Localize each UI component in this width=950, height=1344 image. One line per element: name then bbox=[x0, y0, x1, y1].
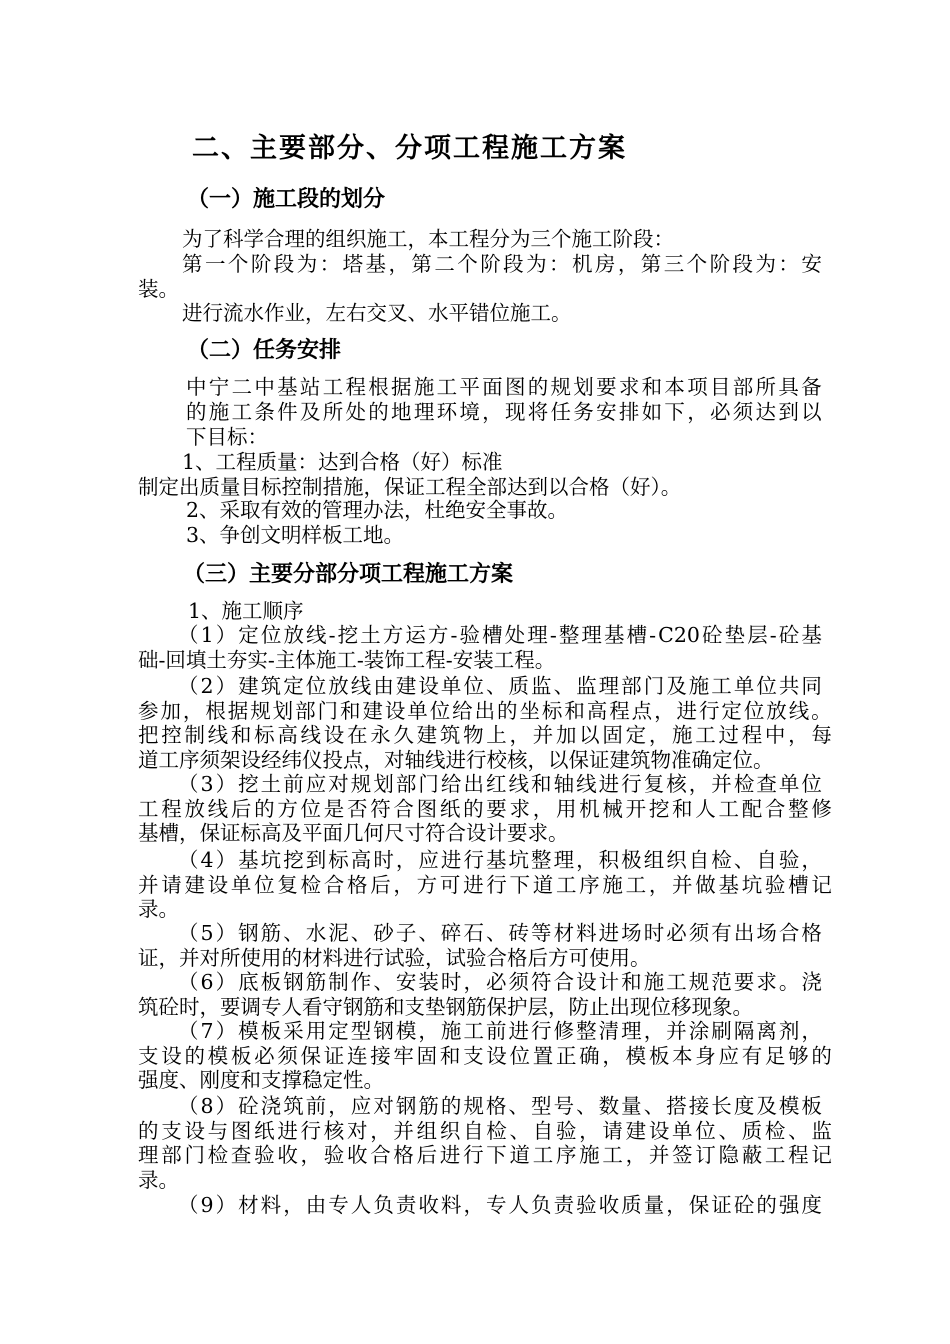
page-title: 二、主要部分、分项工程施工方案 bbox=[192, 133, 627, 164]
paragraph-line: 道工序须架设经纬仪投点，对轴线进行校核，以保证建筑物准确定位。 bbox=[138, 748, 774, 772]
paragraph-line: （ 6 ） 底 板 钢 筋 制 作 、 安 装 时 ， 必 须 符 合 设 计 和 施 工 规 范 要 求 。 浇 bbox=[178, 970, 822, 994]
paragraph-line: 中 宁 二 中 基 站 工 程 根 据 施 工 平 面 图 的 规 划 要 求 和 本 项 目 部 所 具 备 bbox=[186, 375, 822, 399]
paragraph-line: （ 5 ） 钢 筋 、 水 泥 、 砂 子 、 碎 石 、 砖 等 材 料 进 场 时 必 须 有 出 场 合 格 bbox=[178, 921, 822, 945]
paragraph-line: 的 支 设 与 图 纸 进 行 核 对 ， 并 组 织 自 检 、 自 验 ， 请 建 设 单 位 、 质 检 、 监 bbox=[138, 1119, 832, 1143]
paragraph-line: （ 4 ） 基 坑 挖 到 标 高 时 ， 应 进 行 基 坑 整 理 ， 积 极 组 织 自 检 、 自 验 ， bbox=[178, 848, 822, 872]
paragraph-line: 的 施 工 条 件 及 所 处 的 地 理 环 境 ， 现 将 任 务 安 排 如 下 ， 必 须 达 到 以 bbox=[186, 400, 822, 424]
paragraph-line: 为了科学合理的组织施工，本工程分为三个施工阶段： bbox=[182, 227, 674, 251]
paragraph-line: （ 8 ） 砼 浇 筑 前 ， 应 对 钢 筋 的 规 格 、 型 号 、 数 量 、 搭 接 长 度 及 模 板 bbox=[178, 1094, 822, 1118]
paragraph-line: （ 9 ） 材 料 ， 由 专 人 负 责 收 料 ， 专 人 负 责 验 收 质 量 ， 保 证 砼 的 强 度 bbox=[178, 1193, 822, 1217]
paragraph-line: 础-回填土夯实-主体施工-装饰工程-安装工程。 bbox=[138, 648, 556, 672]
paragraph-line: 证，并对所使用的材料进行试验，试验合格后方可使用。 bbox=[138, 946, 651, 970]
paragraph-line: 2、采取有效的管理办法，杜绝安全事故。 bbox=[186, 498, 569, 522]
paragraph-line: 录。 bbox=[138, 1168, 179, 1192]
paragraph-line: 把 控 制 线 和 标 高 线 设 在 永 久 建 筑 物 上 ， 并 加 以 固 定 ， 施 工 过 程 中 ， 每 bbox=[138, 723, 832, 747]
paragraph-line: 下目标： bbox=[186, 425, 268, 449]
paragraph-line: 强度、刚度和支撑稳定性。 bbox=[138, 1068, 384, 1092]
paragraph-line: （ 1 ） 定 位 放 线 - 挖 土 方 运 方 - 验 槽 处 理 - 整 理 基 槽 - C20 砼 垫 层 - 砼 基 bbox=[178, 623, 822, 647]
paragraph-line: 理 部 门 检 查 验 收 ， 验 收 合 格 后 进 行 下 道 工 序 施 工 ， 并 签 订 隐 蔽 工 程 记 bbox=[138, 1143, 832, 1167]
paragraph-line: （ 3 ） 挖 土 前 应 对 规 划 部 门 给 出 红 线 和 轴 线 进 行 复 核 ， 并 检 查 单 位 bbox=[178, 772, 822, 796]
paragraph-line: （ 7 ） 模 板 采 用 定 型 钢 模 ， 施 工 前 进 行 修 整 清 理 ， 并 涂 刷 隔 离 剂 ， bbox=[178, 1019, 822, 1043]
paragraph-line: 筑砼时，要调专人看守钢筋和支垫钢筋保护层，防止出现位移现象。 bbox=[138, 995, 753, 1019]
paragraph-line: 参 加 ， 根 据 规 划 部 门 和 建 设 单 位 给 出 的 坐 标 和 高 程 点 ， 进 行 定 位 放 线 。 bbox=[138, 699, 832, 723]
paragraph-line: 基槽，保证标高及平面几何尺寸符合设计要求。 bbox=[138, 821, 569, 845]
subheading: 1、施工顺序 bbox=[188, 599, 304, 623]
paragraph-line: 第 一 个 阶 段 为 ： 塔 基 ， 第 二 个 阶 段 为 ： 机 房 ， 第 三 个 阶 段 为 ： 安 bbox=[182, 252, 822, 276]
paragraph-line: 装。 bbox=[138, 277, 179, 301]
section-heading-1: （一）施工段的划分 bbox=[187, 186, 386, 212]
paragraph-line: 录。 bbox=[138, 897, 179, 921]
section-heading-3: （三）主要分部分项工程施工方案 bbox=[183, 561, 514, 587]
paragraph-line: 1、工程质量：达到合格（好）标准 bbox=[182, 450, 503, 474]
section-heading-2: （二）任务安排 bbox=[187, 337, 342, 363]
paragraph-line: 制定出质量目标控制措施，保证工程全部达到以合格（好）。 bbox=[138, 475, 682, 499]
paragraph-line: 工 程 放 线 后 的 方 位 是 否 符 合 图 纸 的 要 求 ， 用 机 械 开 挖 和 人 工 配 合 整 修 bbox=[138, 797, 832, 821]
paragraph-line: 3、争创文明样板工地。 bbox=[186, 523, 405, 547]
paragraph-line: 并 请 建 设 单 位 复 检 合 格 后 ， 方 可 进 行 下 道 工 序 施 工 ， 并 做 基 坑 验 槽 记 bbox=[138, 873, 832, 897]
paragraph-line: 进行流水作业，左右交叉、水平错位施工。 bbox=[182, 301, 572, 325]
paragraph-line: （ 2 ） 建 筑 定 位 放 线 由 建 设 单 位 、 质 监 、 监 理 部 门 及 施 工 单 位 共 同 bbox=[178, 674, 822, 698]
paragraph-line: 支 设 的 模 板 必 须 保 证 连 接 牢 固 和 支 设 位 置 正 确 ， 模 板 本 身 应 有 足 够 的 bbox=[138, 1044, 832, 1068]
